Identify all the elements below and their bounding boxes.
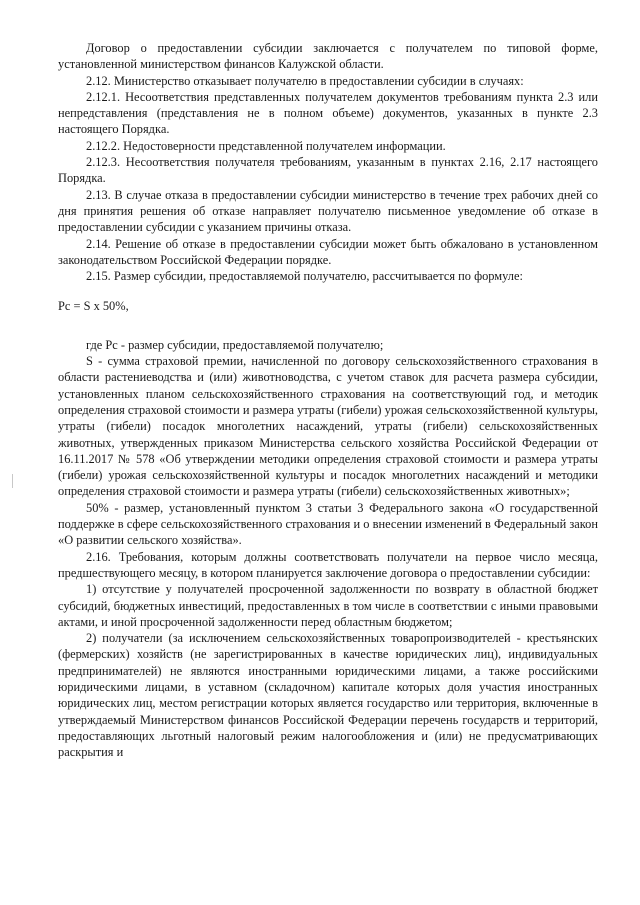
paragraph: S - сумма страховой премии, начисленной по договору сельскохозяйственного страхования в области растениеводства и (или) животноводства, с учетом ставок для расчета размера субсидии, установленных планом сельскохозяйственного страхования на соответствующий год, и методик определения страховой стоимости и размера утраты (гибели) урожая сельскохозяйственной культуры, утраты (гибели) посадок многолетних насаждений, утраты (гибели) сельскохозяйственных животных, утвержденных приказом Министерства сельского хозяйства Российской Федерации от 16.11.2017 № 578 «Об утверждении методики определения страховой стоимости и размера утраты (гибели) урожая сельскохозяйственной культуры и посадок многолетних насаждений и методики определения страховой стоимости и размера утраты (гибели) сельскохозяйственных животных»; — [58, 354, 598, 499]
paragraph: 2.15. Размер субсидии, предоставляемой получателю, рассчитывается по формуле: — [86, 269, 523, 284]
margin-mark — [12, 474, 13, 488]
paragraph: где Рс - размер субсидии, предоставляемой получателю; — [86, 337, 384, 352]
paragraph: 2.12.1. Несоответствия представленных получателем документов требованиям пункта 2.3 или непредставления (представления не в полном объеме) документов, указанных в пункте 2.3 настоящего Порядка. — [58, 89, 598, 137]
paragraph: 2) получатели (за исключением сельскохозяйственных товаропроизводителей - крестьянских (фермерских) хозяйств (не зарегистрированных в качестве юридических лиц), индивидуальных предпринимателей) не являются иностранными юридическими лицами, а также российскими юридическими лицами, в уставном (складочном) капитале которых доля участия иностранных юридических лиц, местом регистрации которых является государство или территория, включенные в утверждаемый Министерством финансов Российской Федерации перечень государств и территорий, предоставляющих льготный налоговый режим налогообложения и (или) не предусматривающих раскрытия и — [58, 631, 598, 760]
paragraph: Договор о предоставлении субсидии заключается с получателем по типовой форме, установленной министерством финансов Калужской области. — [58, 41, 598, 72]
paragraph: 2.12. Министерство отказывает получателю в предоставлении субсидии в случаях: — [86, 73, 524, 88]
formula: Рс = S x 50%, — [58, 299, 129, 314]
paragraph: 2.13. В случае отказа в предоставлении субсидии министерство в течение трех рабочих дней со дня принятия решения об отказе направляет получателю письменное уведомление об отказе в предоставлении субсидии с указанием причины отказа. — [58, 187, 598, 235]
paragraph: 2.12.2. Недостоверности представленной получателем информации. — [86, 138, 446, 153]
paragraph: 1) отсутствие у получателей просроченной задолженности по возврату в областной бюджет субсидий, бюджетных инвестиций, предоставленных в том числе в соответствии с иными правовыми актами, и иной просроченной задолженности перед областным бюджетом; — [58, 582, 598, 629]
paragraph: 2.16. Требования, которым должны соответствовать получатели на первое число месяца, предшествующего месяцу, в котором планируется заключение договора о предоставлении субсидии: — [58, 549, 598, 580]
paragraph: 2.12.3. Несоответствия получателя требованиям, указанным в пунктах 2.16, 2.17 настоящего Порядка. — [58, 155, 598, 186]
paragraph: 2.14. Решение об отказе в предоставлении субсидии может быть обжаловано в установленном законодательством Российской Федерации порядке. — [58, 236, 598, 267]
paragraph: 50% - размер, установленный пунктом 3 статьи 3 Федерального закона «О государственной поддержке в сфере сельскохозяйственного страхования и о внесении изменений в Федеральный закон «О развитии сельского хозяйства». — [58, 500, 598, 548]
document-body — [58, 40, 598, 760]
